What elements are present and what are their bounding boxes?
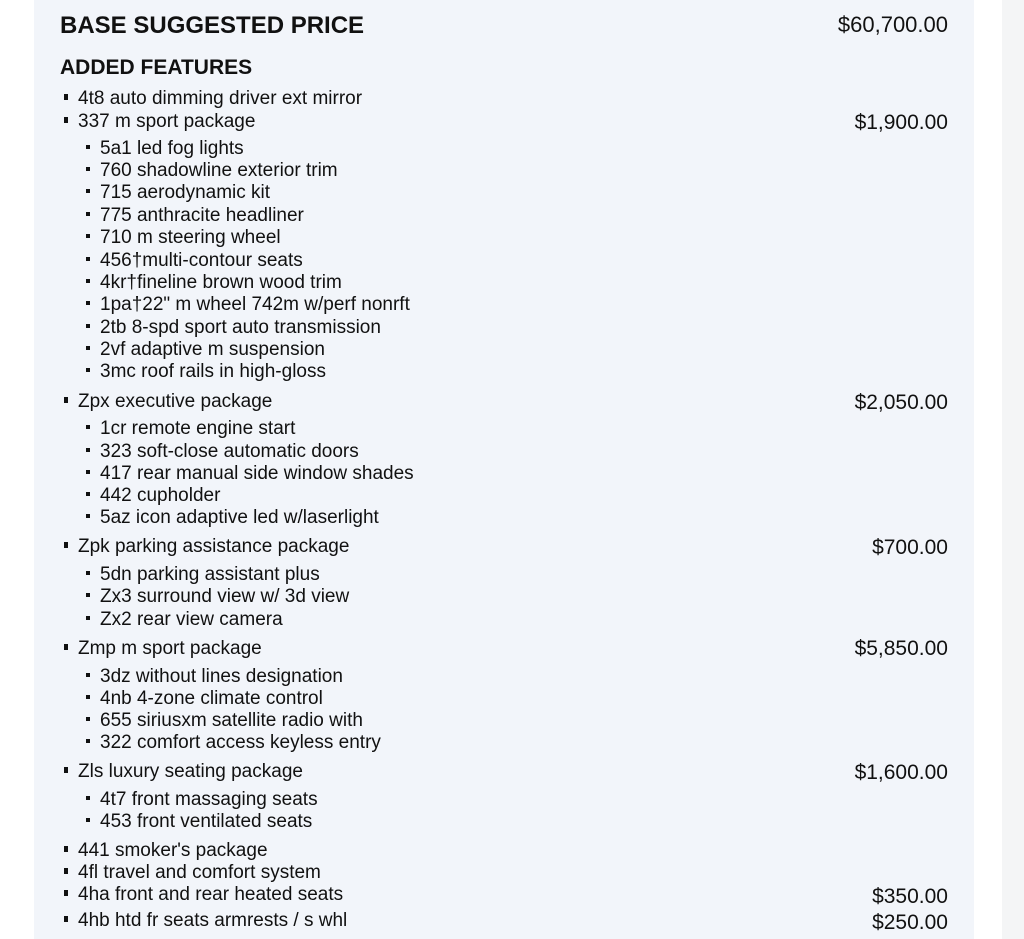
package-sub-item: 323 soft-close automatic doors — [86, 441, 359, 463]
package-price: $1,600.00 — [854, 761, 948, 784]
base-price-title: BASE SUGGESTED PRICE — [60, 12, 365, 39]
package-item: 337 m sport package — [64, 111, 255, 133]
package-sub-item: 4kr†fineline brown wood trim — [86, 272, 342, 294]
bullet-icon — [86, 212, 90, 216]
package-sub-item: 710 m steering wheel — [86, 227, 281, 249]
bullet-icon — [64, 94, 68, 100]
bullet-icon — [64, 117, 68, 123]
package-sub-item: 715 aerodynamic kit — [86, 182, 270, 204]
package-price: $700.00 — [872, 536, 948, 559]
bullet-icon — [86, 796, 90, 800]
package-sub-item: 5az icon adaptive led w/laserlight — [86, 507, 379, 529]
package-sub-item: 417 rear manual side window shades — [86, 463, 414, 485]
package-sub-item: 3dz without lines designation — [86, 666, 343, 688]
bullet-icon — [86, 279, 90, 283]
bullet-icon — [64, 868, 68, 874]
bullet-icon — [86, 346, 90, 350]
bullet-icon — [86, 167, 90, 171]
package-sub-item: 1pa†22" m wheel 742m w/perf nonrft — [86, 294, 410, 316]
bullet-icon — [86, 257, 90, 261]
package-sub-item: 453 front ventilated seats — [86, 811, 312, 833]
feature-item: 441 smoker's package — [64, 840, 268, 862]
bullet-icon — [86, 425, 90, 429]
package-sub-item: 1cr remote engine start — [86, 418, 295, 440]
bullet-icon — [64, 397, 68, 403]
bullet-icon — [86, 324, 90, 328]
package-price: $1,900.00 — [854, 111, 948, 134]
bullet-icon — [86, 470, 90, 474]
bullet-icon — [86, 234, 90, 238]
package-sub-item: 2tb 8-spd sport auto transmission — [86, 317, 381, 339]
package-sub-item: 456†multi-contour seats — [86, 250, 303, 272]
package-sub-item: 2vf adaptive m suspension — [86, 339, 325, 361]
package-sub-item: Zx2 rear view camera — [86, 609, 283, 631]
bullet-icon — [64, 542, 68, 548]
feature-item: 4hb htd fr seats armrests / s whl — [64, 910, 347, 932]
package-sub-item: 655 siriusxm satellite radio with — [86, 710, 363, 732]
bullet-icon — [86, 616, 90, 620]
package-item: Zpx executive package — [64, 391, 272, 413]
bullet-icon — [86, 695, 90, 699]
bullet-icon — [86, 593, 90, 597]
bullet-icon — [64, 846, 68, 852]
page-scroll-gutter — [1002, 0, 1024, 939]
bullet-icon — [64, 916, 68, 922]
package-sub-item: 4nb 4-zone climate control — [86, 688, 323, 710]
feature-item: 4fl travel and comfort system — [64, 862, 321, 884]
bullet-icon — [64, 890, 68, 896]
bullet-icon — [86, 145, 90, 149]
package-sub-item: 3mc roof rails in high-gloss — [86, 361, 326, 383]
package-item: Zmp m sport package — [64, 638, 262, 660]
feature-price: $250.00 — [872, 911, 948, 934]
feature-item: 4t8 auto dimming driver ext mirror — [64, 88, 362, 110]
bullet-icon — [86, 717, 90, 721]
added-features-title: ADDED FEATURES — [60, 56, 253, 79]
bullet-icon — [64, 767, 68, 773]
bullet-icon — [86, 492, 90, 496]
bullet-icon — [86, 673, 90, 677]
package-sub-item: 760 shadowline exterior trim — [86, 160, 338, 182]
bullet-icon — [86, 368, 90, 372]
package-item: Zls luxury seating package — [64, 761, 303, 783]
package-sub-item: 5a1 led fog lights — [86, 138, 244, 160]
package-sub-item: 442 cupholder — [86, 485, 220, 507]
package-sub-item: 775 anthracite headliner — [86, 205, 304, 227]
bullet-icon — [86, 448, 90, 452]
bullet-icon — [86, 571, 90, 575]
bullet-icon — [86, 739, 90, 743]
package-price: $2,050.00 — [854, 391, 948, 414]
base-price-value: $60,700.00 — [837, 12, 948, 37]
package-sub-item: 322 comfort access keyless entry — [86, 732, 381, 754]
bullet-icon — [86, 189, 90, 193]
bullet-icon — [86, 818, 90, 822]
feature-item: 4ha front and rear heated seats — [64, 884, 343, 906]
bullet-icon — [64, 644, 68, 650]
bullet-icon — [86, 514, 90, 518]
package-sub-item: Zx3 surround view w/ 3d view — [86, 586, 349, 608]
package-sub-item: 4t7 front massaging seats — [86, 789, 318, 811]
bullet-icon — [86, 301, 90, 305]
feature-price: $350.00 — [872, 885, 948, 908]
package-sub-item: 5dn parking assistant plus — [86, 564, 320, 586]
package-item: Zpk parking assistance package — [64, 536, 349, 558]
package-price: $5,850.00 — [854, 637, 948, 660]
